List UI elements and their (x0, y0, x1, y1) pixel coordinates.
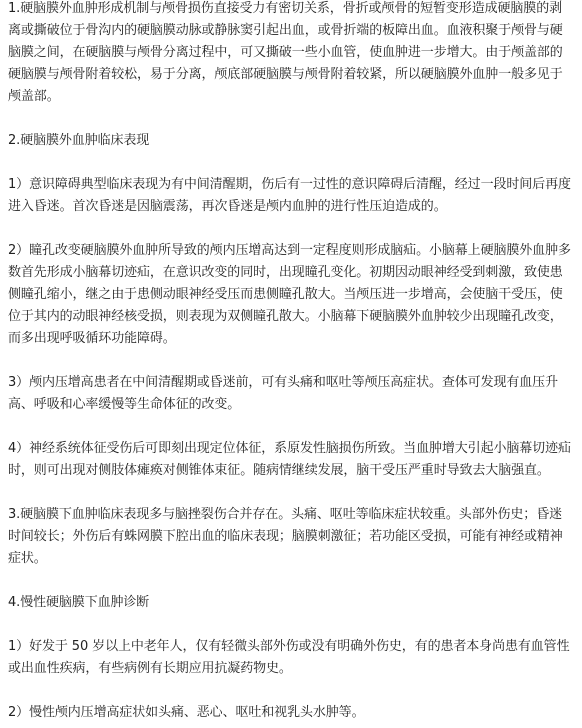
paragraph-gap (8, 218, 574, 240)
paragraph-chronic-symptoms: 2）慢性颅内压增高症状如头痛、恶心、呕吐和视乳头水肿等。 (8, 705, 365, 720)
paragraph-chronic-onset: 1）好发于 50 岁以上中老年人，仅有轻微头部外伤或没有明确外伤史，有的患者本身尚患有血管性或出血性疾病，有些病例有长期应用抗凝药物史。 (8, 639, 570, 676)
paragraph-gap (8, 570, 574, 592)
section-heading-2: 2.硬脑膜外血肿临床表现 (8, 133, 150, 148)
paragraph-consciousness: 1）意识障碍典型临床表现为有中间清醒期，伤后有一过性的意识障碍后清醒，经过一段时间后再度进入昏迷。首次昏迷是因脑震荡，再次昏迷是颅内血肿的进行性压迫造成的。 (8, 177, 571, 214)
paragraph-gap (8, 680, 574, 702)
paragraph-1-mechanism: 1.硬脑膜外血肿形成机制与颅骨损伤直接受力有密切关系，骨折或颅骨的短暂变形造成硬脑膜的剥离或撕破位于骨沟内的硬脑膜动脉或静脉窦引起出血，或骨折端的板障出血。血液积聚于颅骨与硬脑膜之间，在硬脑膜与颅骨分离过程中，可又撕破一些小血管，使血肿进一步增大。由于颅盖部的硬脑膜与颅骨附着较松，易于分离，颅底部硬脑膜与颅骨附着较紧，所以硬脑膜外血肿一般多见于颅盖部。 (8, 1, 563, 104)
paragraph-gap (8, 614, 574, 636)
section-heading-4: 4.慢性硬脑膜下血肿诊断 (8, 595, 150, 610)
paragraph-gap (8, 350, 574, 372)
paragraph-gap (8, 152, 574, 174)
paragraph-gap (8, 416, 574, 438)
paragraph-gap (8, 108, 574, 130)
paragraph-subdural-hematoma: 3.硬脑膜下血肿临床表现多与脑挫裂伤合并存在。头痛、呕吐等临床症状较重。头部外伤史；昏迷时间较长；外伤后有蛛网膜下腔出血的临床表现；脑膜刺激征；若功能区受损，可能有神经或精神症状。 (8, 507, 563, 566)
paragraph-intracranial-pressure: 3）颅内压增高患者在中间清醒期或昏迷前，可有头痛和呕吐等颅压高症状。查体可发现有血压升高、呼吸和心率缓慢等生命体征的改变。 (8, 375, 558, 412)
paragraph-neuro-signs: 4）神经系统体征受伤后可即刻出现定位体征，系原发性脑损伤所致。当血肿增大引起小脑幕切迹疝时，则可出现对侧肢体瘫痪对侧锥体束征。随病情继续发展，脑干受压严重时导致去大脑强直。 (8, 441, 571, 478)
paragraph-pupil-changes: 2）瞳孔改变硬脑膜外血肿所导致的颅内压增高达到一定程度则形成脑疝。小脑幕上硬脑膜外血肿多数首先形成小脑幕切迹疝，在意识改变的同时，出现瞳孔变化。初期因动眼神经受到刺激，致使患侧瞳孔缩小，继之由于患侧动眼神经受压而患侧瞳孔散大。当颅压进一步增高，会使脑干受压，使位于其内的动眼神经核受损，则表现为双侧瞳孔散大。小脑幕下硬脑膜外血肿较少出现瞳孔改变，而多出现呼吸循环功能障碍。 (8, 243, 571, 346)
paragraph-gap (8, 482, 574, 504)
